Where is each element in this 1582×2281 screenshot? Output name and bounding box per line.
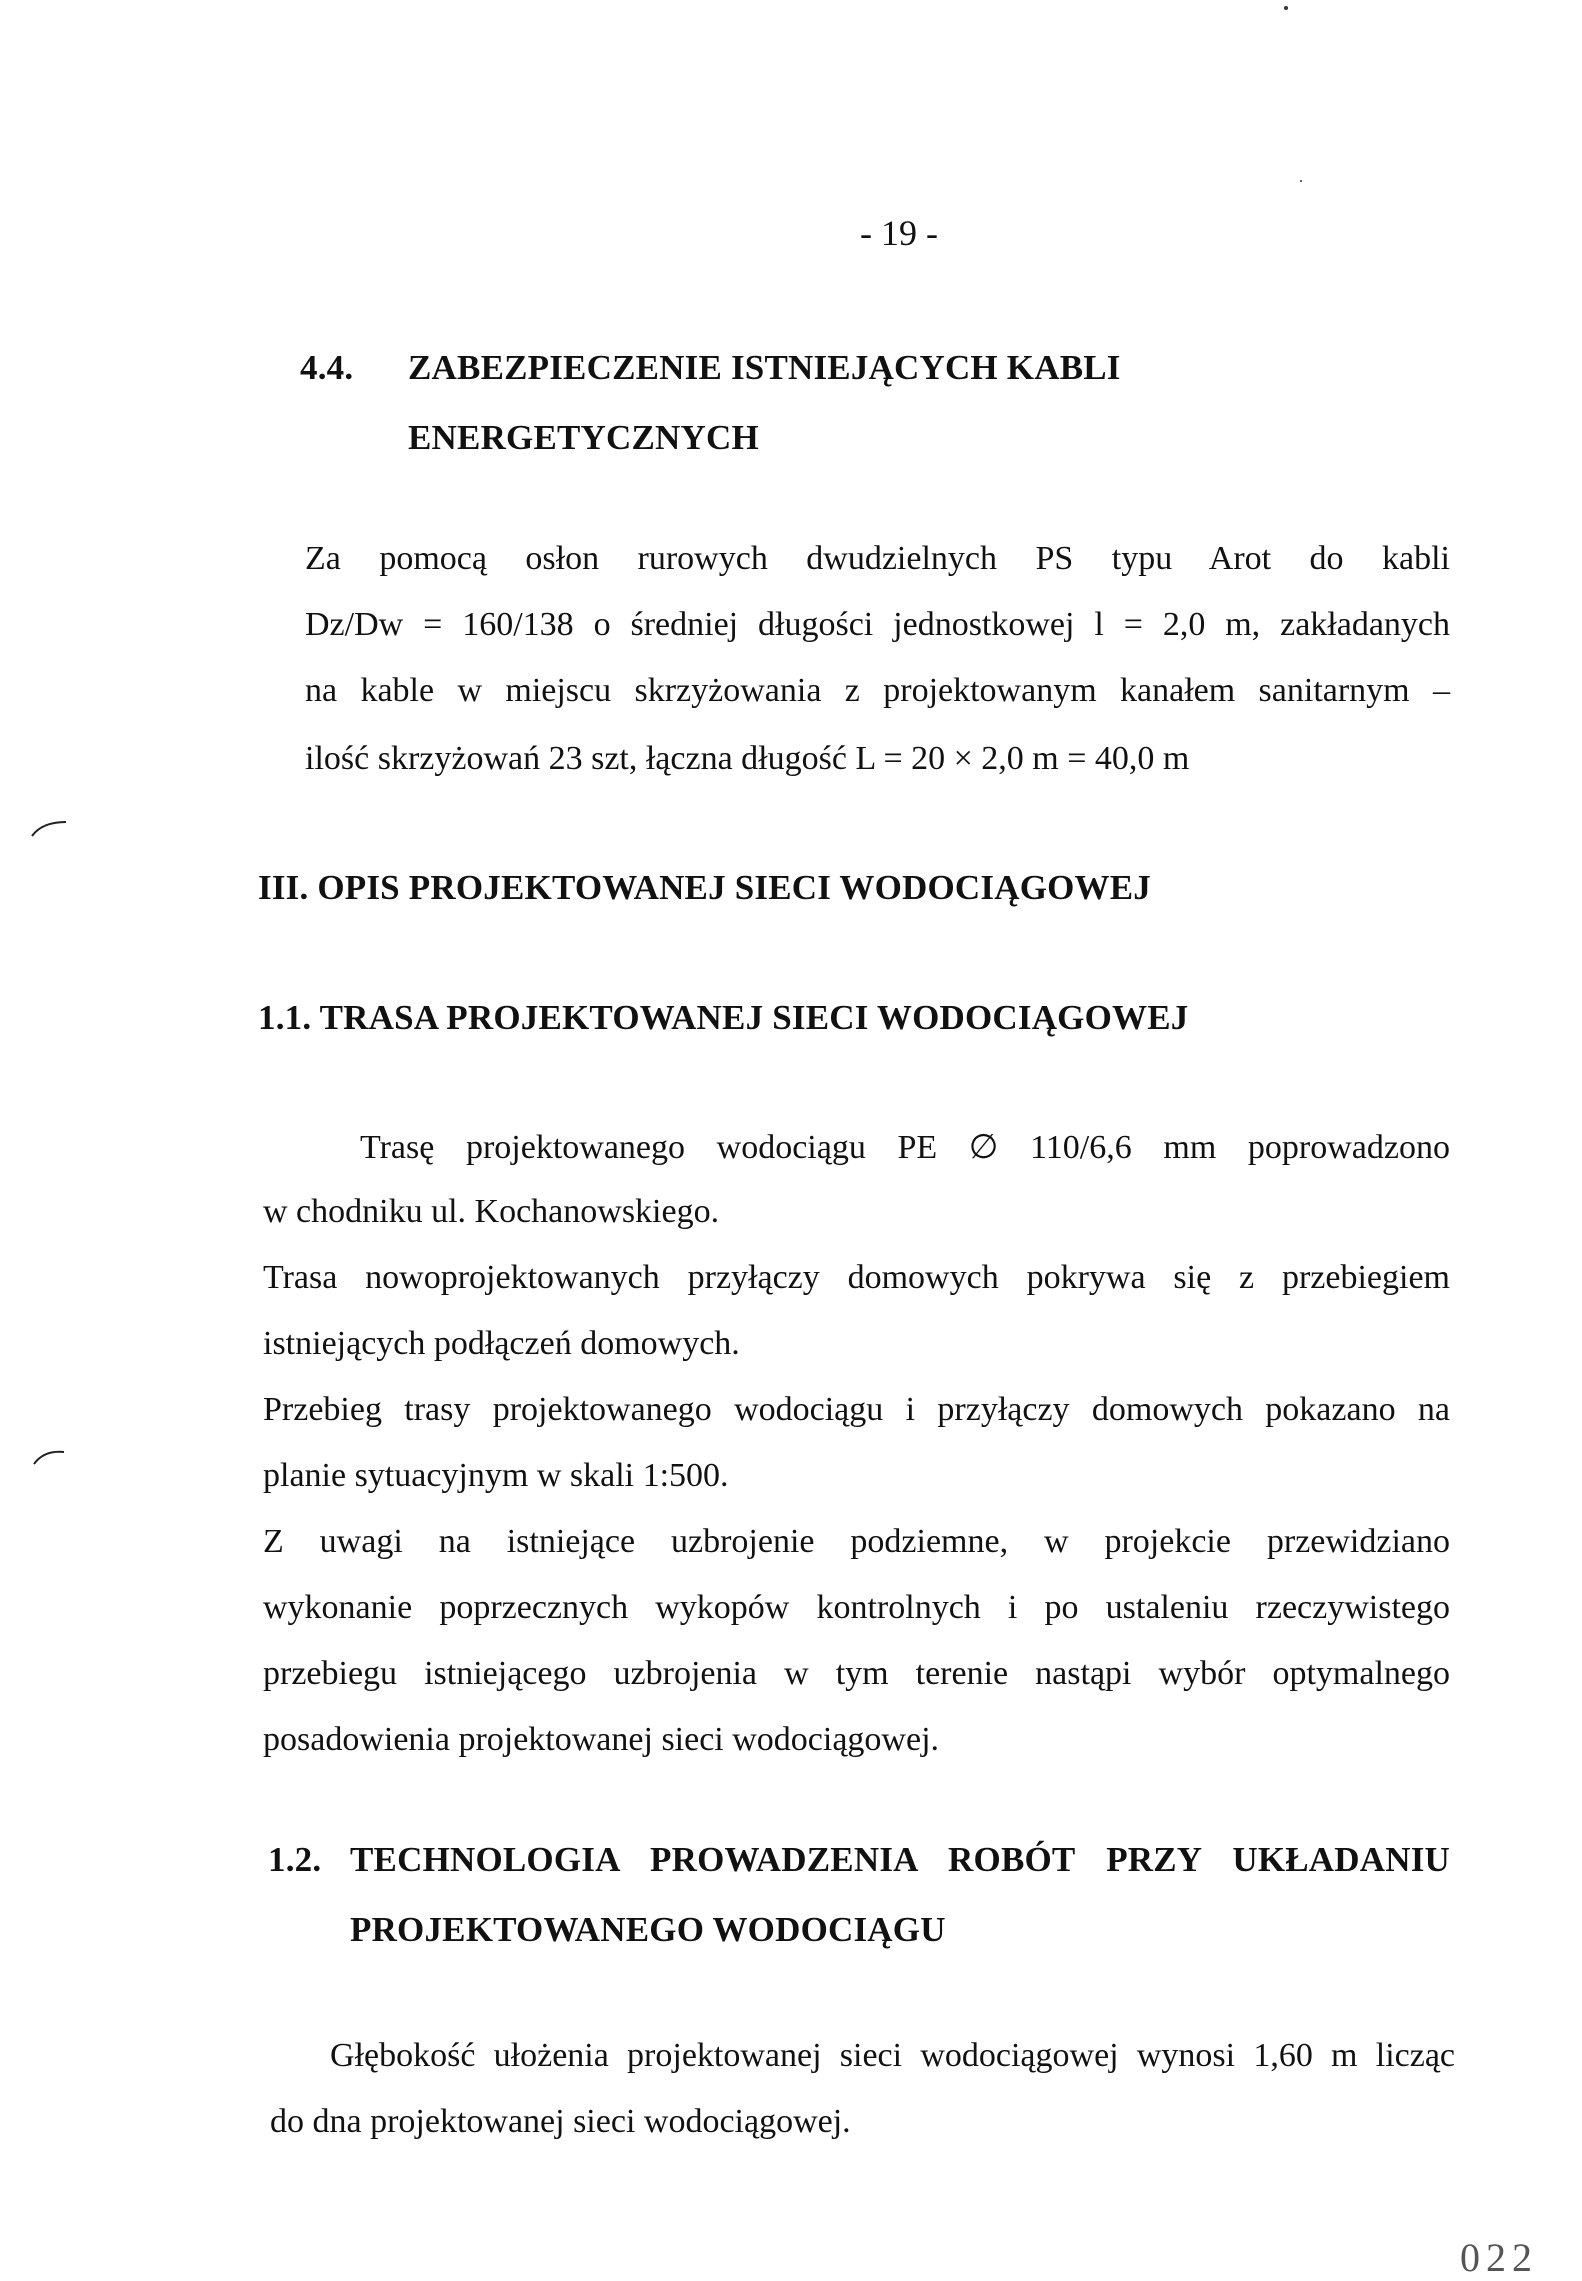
section-4-4-title-line2: ENERGETYCZNYCH — [408, 418, 759, 457]
section-4-4-number: 4.4. — [300, 348, 354, 387]
section-1-1-line: posadowienia projektowanej sieci wodociągowej. — [263, 1721, 940, 1758]
section-1-2-number: 1.2. — [268, 1840, 322, 1879]
section-1-2-line: do dna projektowanej sieci wodociągowej. — [270, 2103, 851, 2140]
section-1-2-title-line1: TECHNOLOGIA PROWADZENIA ROBÓT PRZY UKŁADANIU — [350, 1840, 1450, 1879]
section-4-4-paragraph-line: Za pomocą osłon rurowych dwudzielnych PS typu Arot do kabli — [305, 540, 1450, 577]
section-1-1-line: przebiegu istniejącego uzbrojenia w tym terenie nastąpi wybór optymalnego — [263, 1655, 1450, 1692]
stamped-page-number: 022 — [1460, 2235, 1538, 2280]
margin-pen-mark — [30, 1446, 70, 1466]
margin-pen-mark — [30, 818, 70, 838]
section-4-4-paragraph-line: na kable w miejscu skrzyżowania z projektowanym kanałem sanitarnym – — [305, 672, 1450, 709]
section-1-2-line: Głębokość ułożenia projektowanej sieci wodociągowej wynosi 1,60 m licząc — [330, 2037, 1455, 2074]
section-1-1-line: Trasę projektowanego wodociągu PE ∅ 110/6,6 mm poprowadzono — [360, 1129, 1450, 1166]
scan-speck — [1300, 180, 1302, 182]
section-1-1-line: Trasa nowoprojektowanych przyłączy domowych pokrywa się z przebiegiem — [263, 1259, 1450, 1296]
section-4-4-title-line1: ZABEZPIECZENIE ISTNIEJĄCYCH KABLI — [408, 348, 1121, 387]
page-number: - 19 - — [860, 213, 938, 253]
section-4-4-paragraph-line: Dz/Dw = 160/138 o średniej długości jednostkowej l = 2,0 m, zakładanych — [305, 606, 1450, 643]
scan-speck — [1284, 6, 1288, 10]
section-1-1-line: wykonanie poprzecznych wykopów kontrolnych i po ustaleniu rzeczywistego — [263, 1589, 1450, 1626]
section-1-1-line: istniejących podłączeń domowych. — [263, 1325, 740, 1362]
section-1-1-line: w chodniku ul. Kochanowskiego. — [263, 1193, 720, 1230]
section-1-1-line: Przebieg trasy projektowanego wodociągu i przyłączy domowych pokazano na — [263, 1391, 1450, 1428]
section-III-title: III. OPIS PROJEKTOWANEJ SIECI WODOCIĄGOWEJ — [258, 868, 1151, 907]
section-1-1-title: 1.1. TRASA PROJEKTOWANEJ SIECI WODOCIĄGOWEJ — [258, 998, 1189, 1037]
section-1-1-line: planie sytuacyjnym w skali 1:500. — [263, 1457, 729, 1494]
section-1-1-line: Z uwagi na istniejące uzbrojenie podziemne, w projekcie przewidziano — [263, 1523, 1450, 1560]
section-4-4-paragraph-line: ilość skrzyżowań 23 szt, łączna długość L = 20 × 2,0 m = 40,0 m — [305, 740, 1190, 777]
section-1-2-title-line2: PROJEKTOWANEGO WODOCIĄGU — [350, 1910, 946, 1949]
